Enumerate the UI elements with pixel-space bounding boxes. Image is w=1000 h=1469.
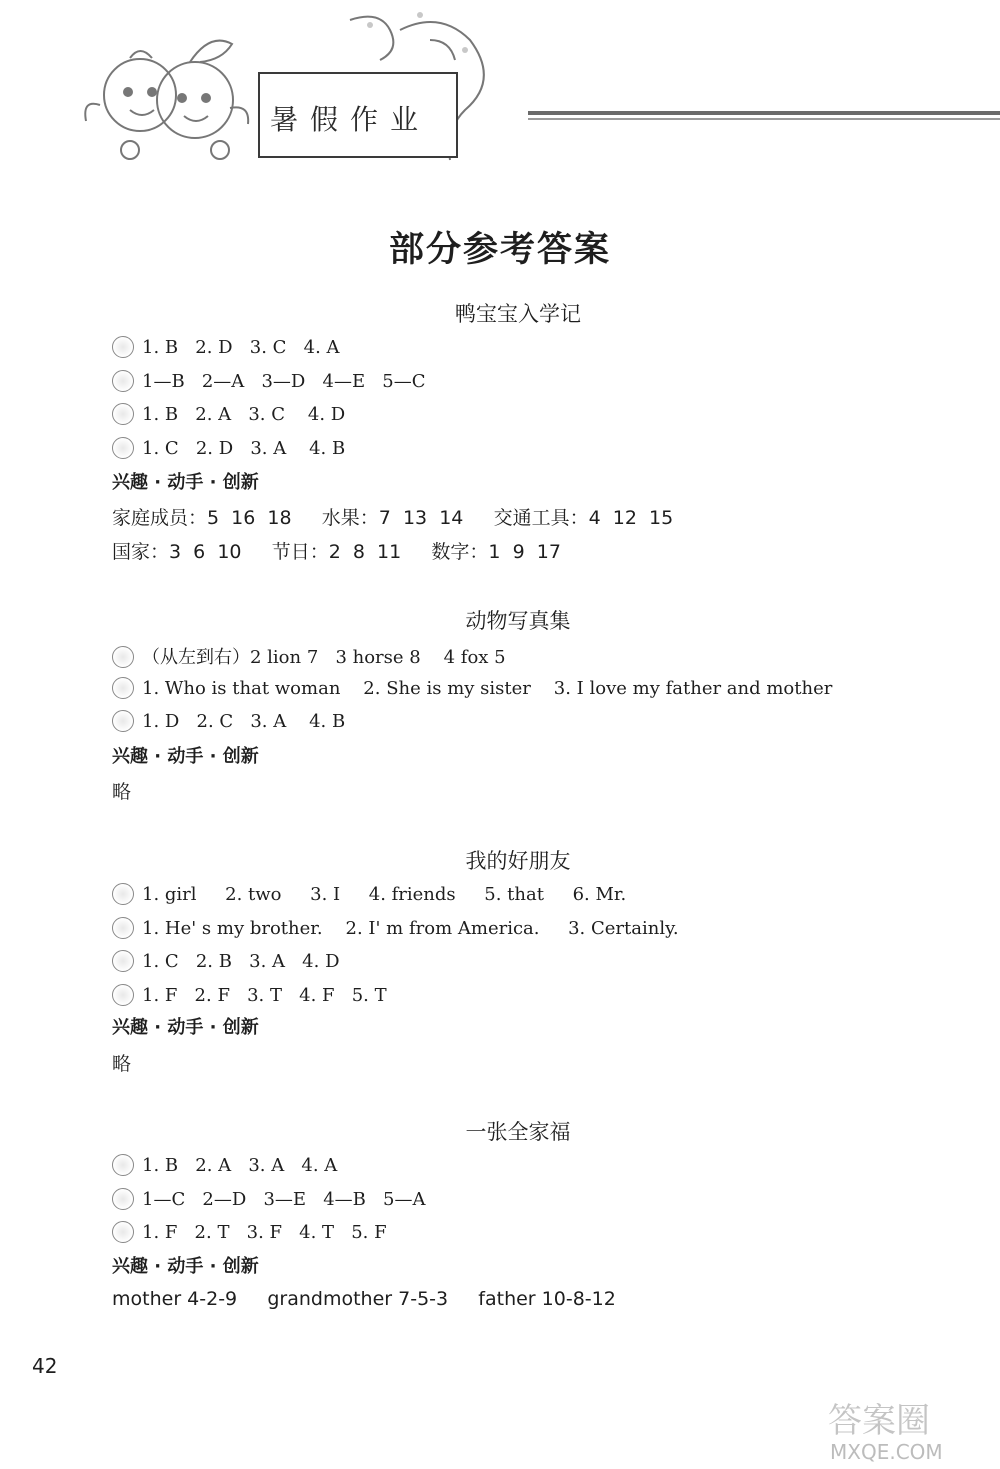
document-title: 部分参考答案 bbox=[388, 230, 611, 270]
extra-answer-line: mother 4-2-9 grandmother 7-5-3 father 10-8-12 bbox=[112, 1288, 616, 1310]
extra-answer-line: 略 bbox=[112, 1053, 132, 1075]
extra-answer-line: 国家：3 6 10 节日：2 8 11 数字：1 9 17 bbox=[112, 541, 561, 563]
question-number-circle-icon bbox=[112, 1221, 134, 1243]
answer-line: 1. girl 2. two 3. I 4. friends 5. that 6. Mr. bbox=[112, 883, 626, 905]
section-subheading: 兴趣 · 动手 · 创新 bbox=[112, 1017, 259, 1038]
page-number: 42 bbox=[32, 1354, 58, 1378]
question-number-circle-icon bbox=[112, 336, 134, 358]
section-title: 动物写真集 bbox=[465, 609, 571, 633]
extra-answer-line: 略 bbox=[112, 781, 132, 803]
watermark-brand: 答案圈 bbox=[828, 1401, 930, 1441]
answer-line: 1—C 2—D 3—E 4—B 5—A bbox=[112, 1188, 426, 1210]
question-number-circle-icon bbox=[112, 437, 134, 459]
question-number-circle-icon bbox=[112, 1154, 134, 1176]
header-rule bbox=[528, 111, 1000, 115]
section-title: 我的好朋友 bbox=[465, 849, 571, 873]
question-number-circle-icon bbox=[112, 677, 134, 699]
answer-line: 1. F 2. T 3. F 4. T 5. F bbox=[112, 1221, 387, 1243]
answer-line: 1. B 2. D 3. C 4. A bbox=[112, 336, 340, 358]
answer-line: 1. C 2. B 3. A 4. D bbox=[112, 950, 340, 972]
header-rule-thin bbox=[528, 118, 1000, 120]
extra-answer-line: 家庭成员：5 16 18 水果：7 13 14 交通工具：4 12 15 bbox=[112, 507, 674, 529]
section-subheading: 兴趣 · 动手 · 创新 bbox=[112, 1256, 259, 1277]
answer-line: 1. B 2. A 3. C 4. D bbox=[112, 403, 345, 425]
question-number-circle-icon bbox=[112, 646, 134, 668]
section-subheading: 兴趣 · 动手 · 创新 bbox=[112, 746, 259, 767]
question-number-circle-icon bbox=[112, 950, 134, 972]
question-number-circle-icon bbox=[112, 370, 134, 392]
question-number-circle-icon bbox=[112, 917, 134, 939]
answer-line: 1. C 2. D 3. A 4. B bbox=[112, 437, 345, 459]
answer-line: （从左到右）2 lion 7 3 horse 8 4 fox 5 bbox=[112, 643, 506, 669]
answer-line: 1. B 2. A 3. A 4. A bbox=[112, 1154, 337, 1176]
answer-line: 1. F 2. F 3. T 4. F 5. T bbox=[112, 984, 387, 1006]
answer-line: 1—B 2—A 3—D 4—E 5—C bbox=[112, 370, 426, 392]
question-number-circle-icon bbox=[112, 883, 134, 905]
question-number-circle-icon bbox=[112, 710, 134, 732]
answer-line: 1. He' s my brother. 2. I' m from America. 3. Certainly. bbox=[112, 917, 679, 939]
header-title: 暑假作业 bbox=[270, 103, 431, 136]
answer-line: 1. D 2. C 3. A 4. B bbox=[112, 710, 345, 732]
section-subheading: 兴趣 · 动手 · 创新 bbox=[112, 472, 259, 493]
question-number-circle-icon bbox=[112, 403, 134, 425]
section-title: 鸭宝宝入学记 bbox=[455, 302, 581, 326]
section-title: 一张全家福 bbox=[465, 1120, 571, 1144]
watermark-site: MXQE.COM bbox=[830, 1440, 943, 1464]
question-number-circle-icon bbox=[112, 1188, 134, 1210]
answer-line: 1. Who is that woman 2. She is my sister 3. I love my father and mother bbox=[112, 677, 832, 699]
question-number-circle-icon bbox=[112, 984, 134, 1006]
